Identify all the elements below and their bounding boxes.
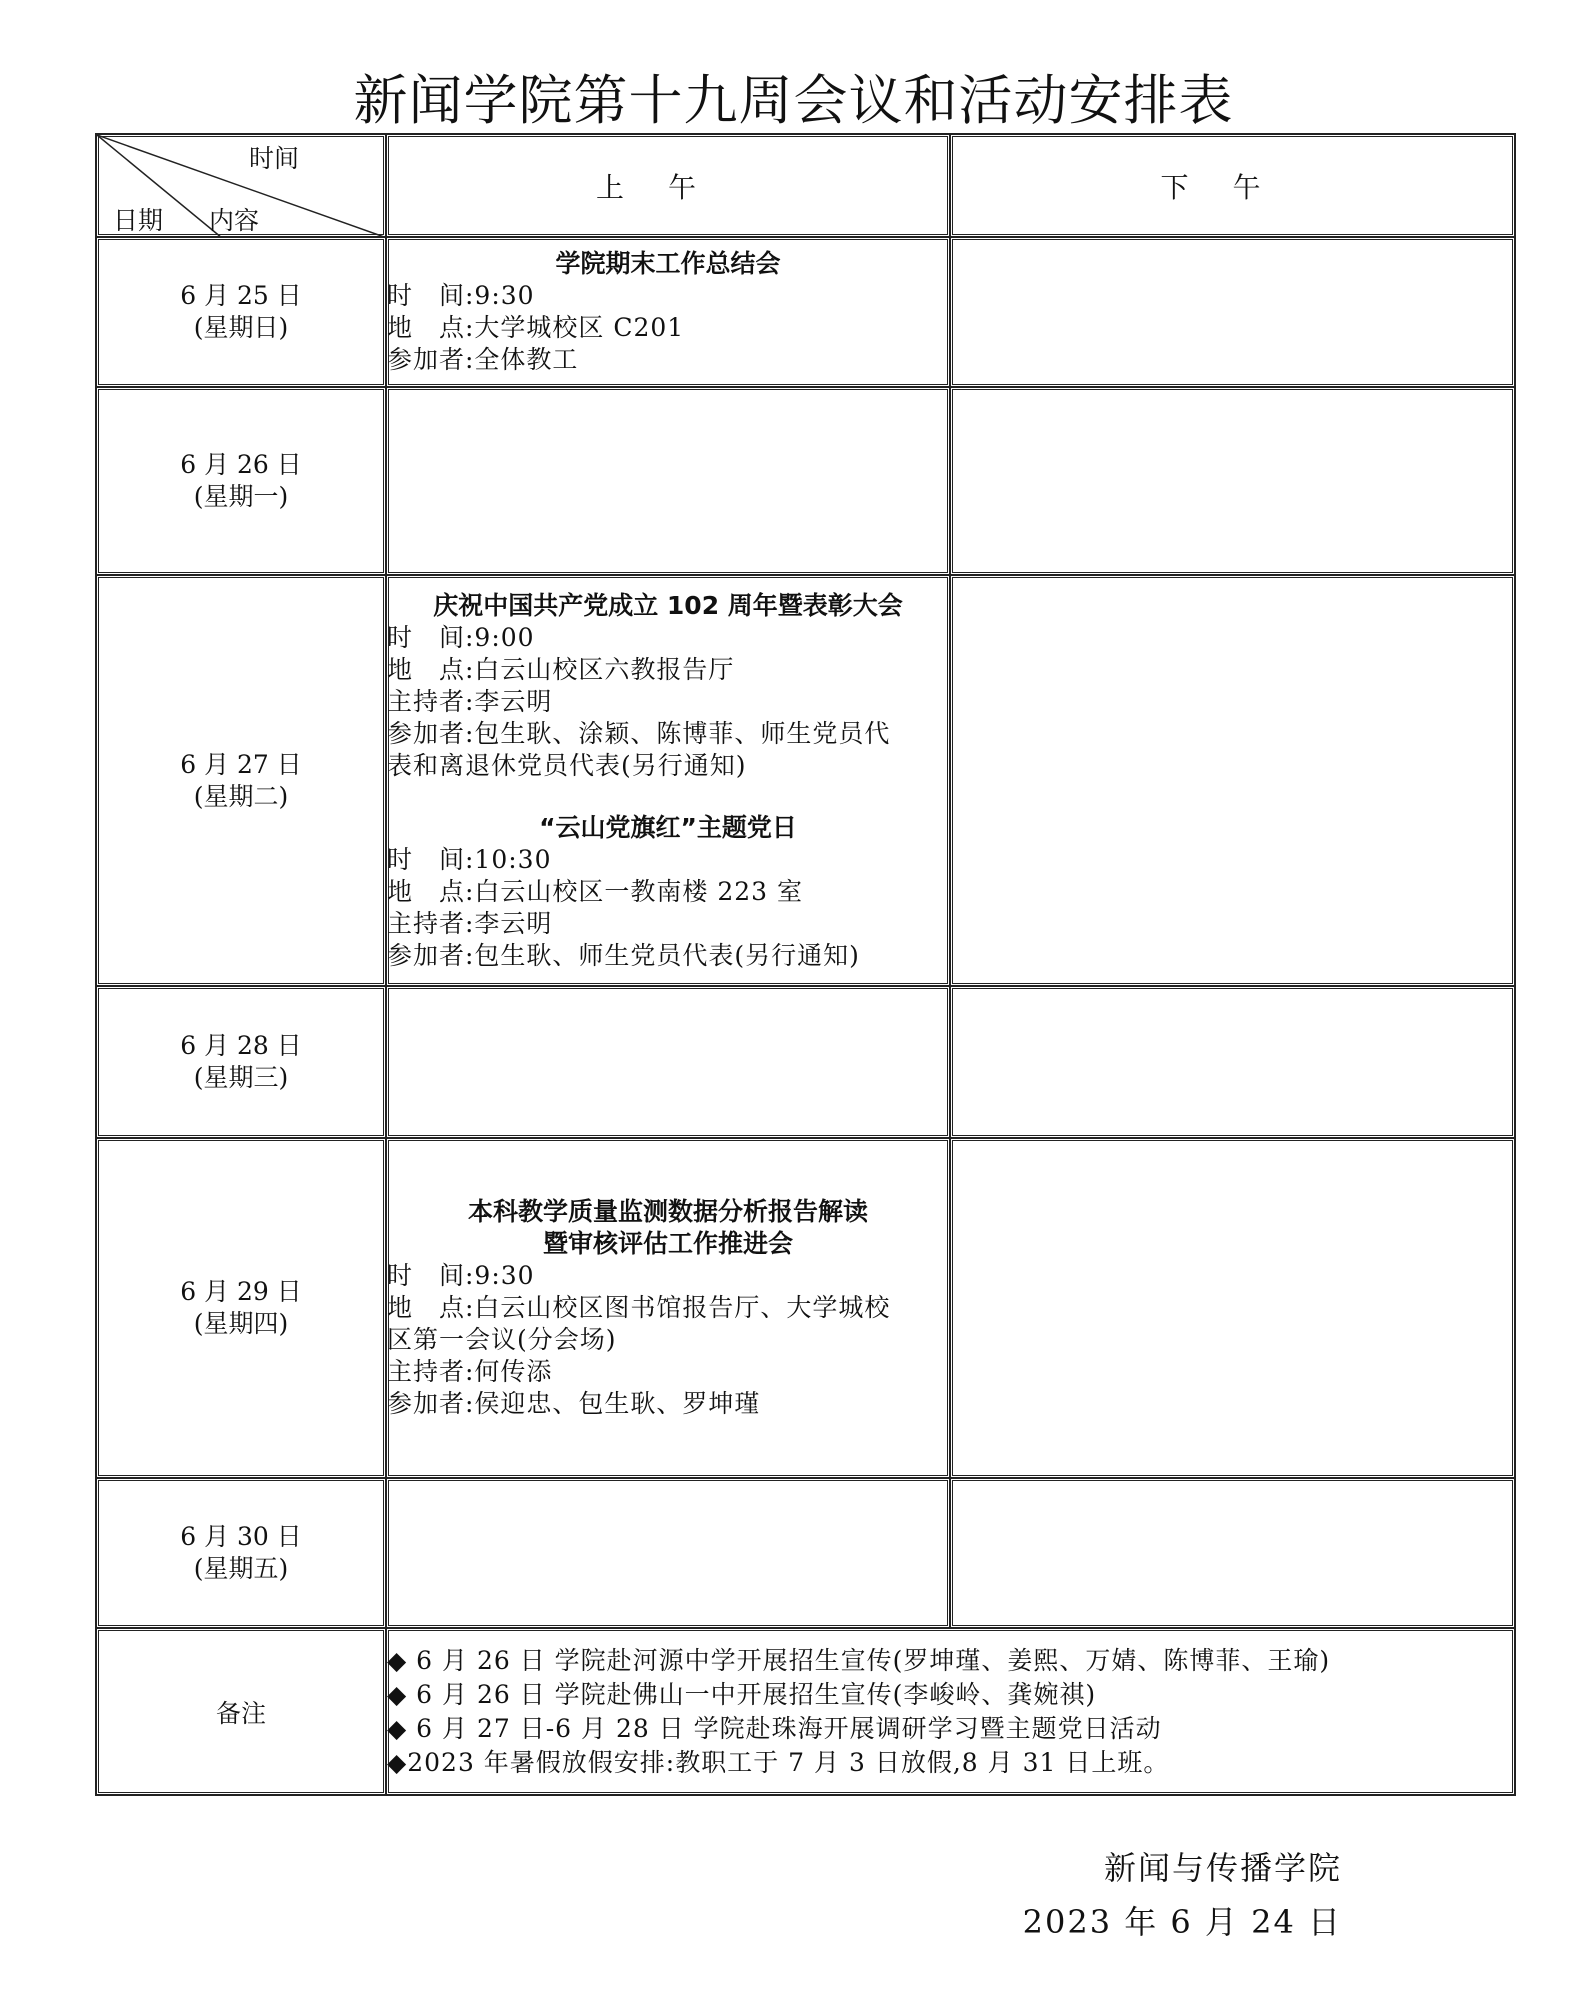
afternoon-cell [950,1478,1515,1628]
date-cell [96,237,386,387]
event-location: 地 点:大学城校区 C201 [387,313,685,342]
event-time: 时 间:10:30 [387,844,552,874]
event-host: 主持者:何传添 [387,1357,553,1386]
event-block [387,812,949,972]
event-host: 主持者:李云明 [387,908,553,938]
signature-date: 2023 年 6 月 24 日 [1022,1903,1342,1941]
date-cell [96,387,386,575]
schedule-table [95,133,1516,1796]
date-text: 6 月 25 日 [180,281,302,310]
event-participants: 参加者:包生耿、涂颖、陈博菲、师生党员代 [387,718,891,748]
day-row-0627 [96,575,1515,986]
event-title-line2: 暨审核评估工作推进会 [542,1229,793,1258]
event-location: 地 点:白云山校区六教报告厅 [387,654,735,684]
event-title: 学院期末工作总结会 [555,249,781,278]
morning-cell [386,1138,950,1478]
event-host: 主持者:李云明 [387,686,553,716]
event-title: 庆祝中国共产党成立 102 周年暨表彰大会 [433,590,903,620]
notes-label: 备注 [96,1628,386,1795]
afternoon-cell [950,575,1515,986]
morning-cell [386,986,950,1138]
event-location: 地 点:白云山校区图书馆报告厅、大学城校 [387,1293,891,1322]
event-participants-cont: 表和离退休党员代表(另行通知) [387,750,747,780]
event-participants: 参加者:全体教工 [387,345,579,374]
note-item: ◆ 6 月 26 日 学院赴佛山一中开展招生宣传(李峻岭、龚婉祺) [387,1679,1097,1709]
note-item: ◆ 6 月 26 日 学院赴河源中学开展招生宣传(罗坤瑾、姜熙、万婧、陈博菲、王瑜) [387,1645,1331,1675]
weekday-text: (星期四) [193,1309,289,1338]
date-label: 日期 [113,206,164,235]
event-time: 时 间:9:30 [387,1261,535,1290]
day-row-0629 [96,1138,1515,1478]
time-label: 时间 [249,144,300,173]
day-row-0630 [96,1478,1515,1628]
date-cell [96,1478,386,1628]
morning-header: 上午 [386,134,950,237]
afternoon-cell [950,1138,1515,1478]
morning-cell [386,1478,950,1628]
afternoon-header: 下午 [950,134,1515,237]
date-cell [96,575,386,986]
event-location-cont: 区第一会议(分会场) [387,1325,617,1354]
date-text: 6 月 30 日 [180,1522,302,1551]
date-text: 6 月 26 日 [180,450,302,479]
content-label: 内容 [209,206,260,235]
weekday-text: (星期二) [193,781,289,811]
diagonal-header-cell [96,134,386,237]
weekday-text: (星期一) [193,482,289,511]
date-text: 6 月 27 日 [180,749,302,779]
note-item: ◆2023 年暑假放假安排:教职工于 7 月 3 日放假,8 月 31 日上班。 [387,1747,1170,1777]
morning-cell [386,237,950,387]
day-row-0628 [96,986,1515,1138]
page-title: 新闻学院第十九周会议和活动安排表 [353,69,1234,132]
event-block [387,1196,949,1420]
event-title: “云山党旗红”主题党日 [539,812,797,842]
event-time: 时 间:9:00 [387,622,535,652]
afternoon-cell [950,237,1515,387]
weekday-text: (星期三) [193,1063,289,1092]
event-participants: 参加者:侯迎忠、包生耿、罗坤瑾 [387,1389,761,1418]
date-cell [96,986,386,1138]
note-item: ◆ 6 月 27 日-6 月 28 日 学院赴珠海开展调研学习暨主题党日活动 [387,1713,1162,1743]
signature-org: 新闻与传播学院 [1103,1849,1342,1887]
event-location: 地 点:白云山校区一教南楼 223 室 [387,876,804,906]
event-block [387,590,949,782]
notes-cell [386,1628,1515,1795]
event-participants: 参加者:包生耿、师生党员代表(另行通知) [387,940,860,970]
event-title: 本科教学质量监测数据分析报告解读 [467,1197,868,1226]
date-cell [96,1138,386,1478]
day-row-0625 [96,237,1515,387]
date-text: 6 月 29 日 [180,1277,302,1306]
event-time: 时 间:9:30 [387,281,535,310]
weekday-text: (星期日) [193,313,289,342]
day-row-0626 [96,387,1515,575]
event-block [387,248,949,376]
afternoon-cell [950,986,1515,1138]
date-text: 6 月 28 日 [180,1031,302,1060]
morning-cell [386,575,950,986]
notes-row [96,1628,1515,1795]
header-row [96,134,1515,237]
weekday-text: (星期五) [193,1554,289,1583]
morning-cell [386,387,950,575]
afternoon-cell [950,387,1515,575]
